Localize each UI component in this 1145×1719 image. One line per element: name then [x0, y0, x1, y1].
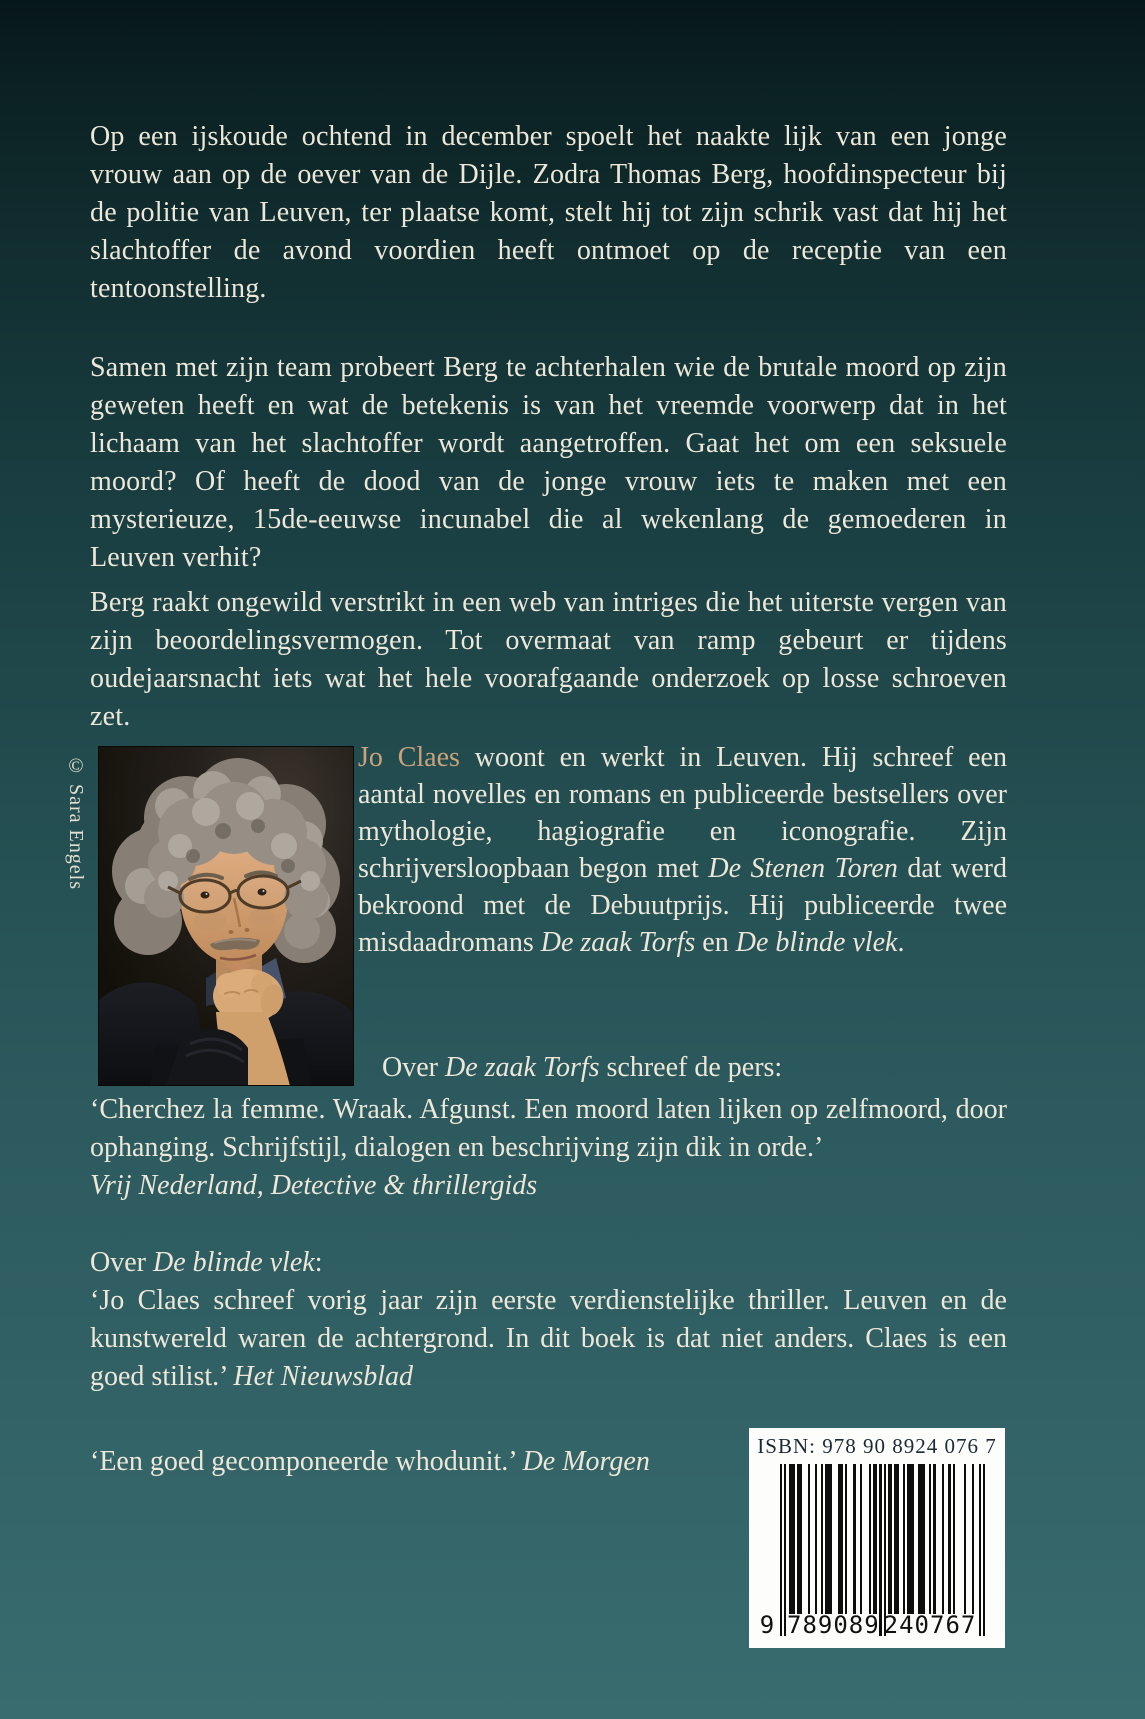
author-bio: Jo Claes woont en werkt in Leuven. Hij schreef een aantal novelles en romans en publiceerde bestsellers over mythologie, hagiografie en iconografie. Zijn schrijversloopbaan begon met De Stenen Toren dat werd bekroond met de Debuutprijs. Hij publiceerde twee misdaadromans De zaak Torfs en De blinde vlek.: [358, 742, 1008, 958]
synopsis-paragraph-3: Berg raakt ongewild verstrikt in een web van intriges die het uiterste vergen van zijn beoordelingsvermogen. Tot overmaat van ramp gebeurt er tijdens oudejaarsnacht iets wat het hele voorafgaande onderzoek op losse schroeven zet.: [90, 587, 1007, 732]
synopsis-paragraph-1: Op een ijskoude ochtend in december spoelt het naakte lijk van een jonge vrouw aan op de oever van de Dijle. Zodra Thomas Berg, hoofdinspecteur bij de politie van Leuven, ter plaatse komt, stelt hij tot zijn schrik vast dat hij het slachtoffer de avond voordien heeft ontmoet op de receptie van een tentoonstelling.: [90, 121, 1007, 304]
press-quote-block-2: [90, 1244, 1007, 1396]
isbn-label: ISBN: 978 90 8924 076 7: [757, 1434, 997, 1458]
barcode-digits-group1: 789089: [787, 1611, 880, 1639]
press-quote-block-1: [90, 1091, 1007, 1205]
photo-credit: © Sara Engels: [65, 755, 87, 890]
press-source-1: Vrij Nederland, Detective & thrillergids: [90, 1170, 538, 1201]
press-quote-2: ‘Jo Claes schreef vorig jaar zijn eerste verdienstelijke thriller. Leuven en de kunstwereld waren de achtergrond. In dit boek is dat niet anders. Claes is een goed stilist.’ Het Nieuwsblad: [90, 1285, 1007, 1392]
press-quote-3: ‘Een goed gecomponeerde whodunit.’ De Morgen: [90, 1446, 650, 1477]
synopsis-paragraph-2: Samen met zijn team probeert Berg te achterhalen wie de brutale moord op zijn geweten heeft en wat de betekenis is van het vreemde voorwerp dat in het lichaam van het slachtoffer wordt aangetroffen. Gaat het om een seksuele moord? Of heeft de dood van de jonge vrouw iets te maken met een mysterieuze, 15de-eeuwse incunabel die al wekenlang de gemoederen in Leuven verhit?: [90, 352, 1007, 573]
barcode-digit-lead: 9: [759, 1611, 775, 1639]
press-heading-zaak-torfs: Over De zaak Torfs schreef de pers:: [382, 1052, 783, 1083]
press-heading-blinde-vlek: Over De blinde vlek:: [90, 1247, 323, 1278]
press-quote-1: ‘Cherchez la femme. Wraak. Afgunst. Een moord laten lijken op zelfmoord, door ophanging. Schrijfstijl, dialogen en beschrijving zijn dik in orde.’: [90, 1094, 1007, 1163]
author-photo: [98, 746, 354, 1086]
barcode-box: [749, 1428, 1005, 1648]
barcode-digits-group2: 240767: [883, 1611, 977, 1639]
